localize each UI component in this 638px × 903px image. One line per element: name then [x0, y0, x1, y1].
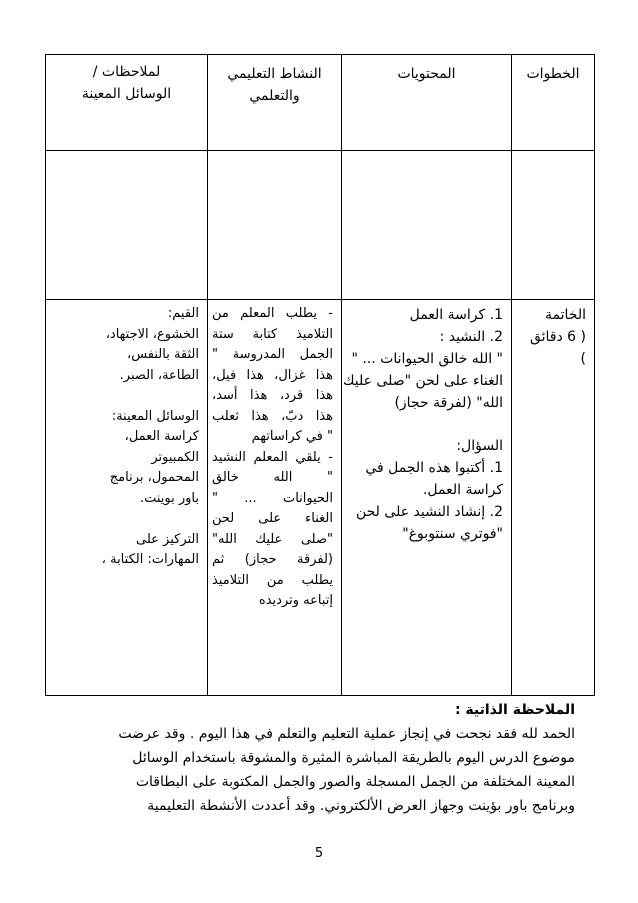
empty-cell	[208, 151, 342, 300]
contents-line: السؤال:	[456, 437, 503, 454]
notes-line: الوسائل المعينة:	[111, 408, 199, 424]
header-notes-line: الوسائل المعينة	[81, 86, 172, 102]
activity-line: الغناء على لحن	[212, 511, 333, 526]
header-notes	[46, 55, 208, 151]
activity-line: (لفرقة حجاز) ثم	[212, 552, 333, 567]
activity-line: " الله خالق	[212, 470, 333, 485]
activity-line: - يلقي المعلم النشيد	[212, 449, 333, 465]
closing-activity-cell	[208, 300, 342, 696]
activity-line: هذا دبّ، هذا ثعلب	[212, 408, 333, 424]
closing-activity-text	[208, 300, 341, 612]
activity-line: الجمل المدروسة "	[212, 347, 333, 362]
contents-line: 1. أكتبوا هذه الجمل في	[365, 459, 503, 476]
activity-line: هذا قرد، هذا أسد،	[212, 388, 333, 403]
contents-line: الغناء على لحن "صلى عليك	[342, 373, 503, 389]
header-steps: الخطوات	[512, 55, 595, 151]
self-notes-line: موضوع الدرس اليوم بالطريقة المباشرة المثيرة والمشوقة باستخدام الوسائل	[132, 750, 575, 766]
header-activity	[208, 55, 342, 151]
empty-table-row	[46, 151, 595, 300]
page-number: 5	[314, 846, 324, 861]
notes-line: الخشوع، الاجتهاد،	[105, 326, 199, 342]
activity-line: إتباعه وترديده	[258, 593, 333, 608]
steps-line: ( 6 دقائق	[529, 329, 586, 345]
self-notes-line: المعينة المختلفة من الجمل المسجلة والصور والجمل المكتوبة على البطاقات	[135, 774, 575, 790]
header-contents: المحتويات	[342, 55, 512, 151]
activity-line: - يطلب المعلم من	[212, 306, 333, 321]
closing-steps-cell	[512, 300, 595, 696]
closing-contents-text	[342, 300, 511, 545]
header-notes-line: لملاحظات /	[92, 64, 161, 80]
header-activity-line: والتعلمي	[249, 88, 300, 104]
self-notes-title: الملاحظة الذاتية :	[454, 702, 575, 718]
empty-cell	[342, 151, 512, 300]
contents-spacer	[346, 414, 503, 435]
closing-table-row	[46, 300, 595, 696]
self-notes-line: الحمد لله فقد نجحت في إنجاز عملية التعليم والتعلم في هذا اليوم . وقد عرضت	[118, 726, 575, 742]
lesson-plan-table	[45, 54, 595, 696]
notes-line: المحمول، برنامج	[109, 470, 199, 485]
activity-line: الحيوانات ... "	[212, 490, 333, 506]
notes-line: التركيز على	[136, 531, 199, 547]
notes-spacer	[50, 509, 199, 530]
notes-line: الثقة بالنفس،	[127, 347, 199, 362]
notes-line: باور بوينت.	[139, 490, 199, 506]
empty-cell	[512, 151, 595, 300]
closing-contents-cell	[342, 300, 512, 696]
activity-line: " في كراساتهم	[251, 429, 333, 444]
closing-steps-text	[512, 300, 594, 370]
self-notes-section	[45, 698, 575, 818]
contents-line: "فوتري سنتوبوغ"	[402, 525, 503, 542]
notes-line: كراسة العمل،	[124, 429, 199, 444]
activity-line: التلاميذ كتابة ستة	[212, 326, 333, 342]
header-activity-line: النشاط التعليمي	[227, 66, 322, 82]
notes-line: المهارات: الكتابة ،	[101, 552, 199, 567]
notes-spacer	[50, 386, 199, 407]
empty-cell	[46, 151, 208, 300]
notes-line: الكمبيوتر	[151, 449, 199, 465]
contents-line: كراسة العمل.	[422, 481, 503, 498]
notes-line: القيم:	[167, 306, 199, 321]
contents-line: 2. إنشاد النشيد على لحن	[355, 503, 503, 520]
contents-line: 1. كراسة العمل	[409, 307, 503, 323]
steps-line: )	[580, 351, 586, 367]
activity-line: هذا غزال، هذا فيل،	[212, 367, 333, 383]
closing-notes-cell	[46, 300, 208, 696]
steps-line: الخاتمة	[545, 307, 586, 323]
activity-line: "صلى عليك الله"	[212, 531, 333, 547]
self-notes-line: وبرنامج باور بؤينت وجهاز العرض الألكتروني. وقد أعددت الأنشطة التعليمية	[147, 798, 575, 814]
notes-line: الطاعة، الصبر.	[119, 367, 199, 383]
table-header-row	[46, 55, 595, 151]
contents-line: 2. النشيد :	[439, 329, 503, 345]
contents-line: الله" (لفرقة حجاز)	[394, 395, 503, 411]
activity-line: يطلب من التلاميذ	[212, 572, 333, 588]
closing-notes-text	[46, 300, 207, 571]
contents-line: " الله خالق الحيوانات ... "	[351, 351, 503, 367]
